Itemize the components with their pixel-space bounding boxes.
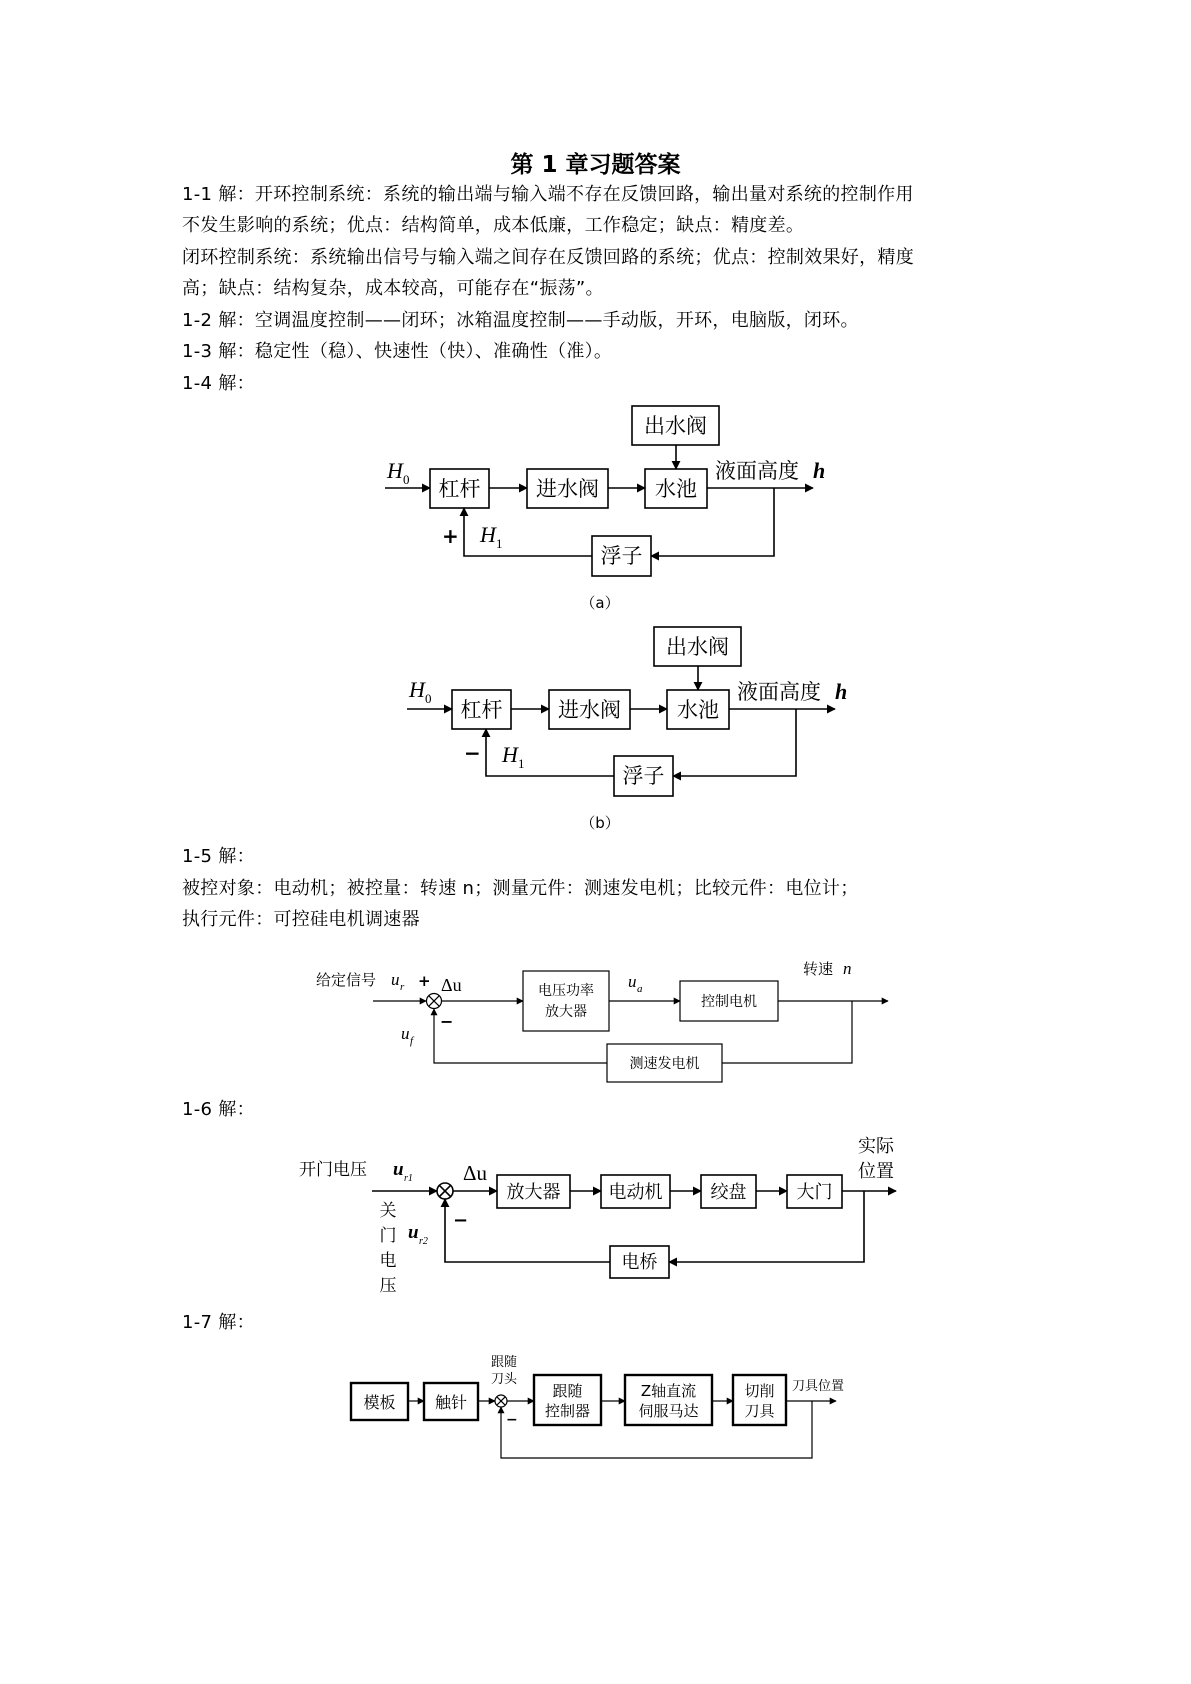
figure-b	[407, 627, 847, 832]
fig-a-block-lever-label: 杠杆	[438, 477, 481, 501]
fig-b-block-lever-label: 杠杆	[460, 698, 503, 722]
answer-1-6-heading: 1-6 解：	[182, 1099, 255, 1120]
fig16-block-door-label: 大门	[796, 1182, 833, 1203]
fig-b-block-float-label: 浮子	[622, 764, 665, 788]
fig-a-block-pool-label: 水池	[655, 477, 697, 501]
fig16-close-label-3: 电	[379, 1251, 397, 1271]
fig16-close-label-1: 关	[379, 1201, 397, 1221]
fig17-controller-line1: 跟随	[552, 1382, 583, 1400]
fig17-minus-sign: −	[506, 1412, 518, 1428]
fig16-minus-sign: −	[453, 1210, 469, 1231]
answer-1-5-heading: 1-5 解：	[182, 846, 255, 867]
answer-1-5-line2: 执行元件：可控硅电机调速器	[182, 909, 420, 930]
fig-a-block-inlet-valve-label: 进水阀	[536, 477, 599, 501]
answer-1-1-line1: 1-1 解：开环控制系统：系统的输出端与输入端不存在反馈回路，输出量对系统的控制作用	[182, 184, 914, 205]
fig-b-input-label: H	[409, 677, 425, 702]
answer-1-5-line1: 被控对象：电动机；被控量：转速 n；测量元件：测速发电机；比较元件：电位计；	[182, 878, 859, 899]
fig-a-output-var: h	[813, 458, 826, 483]
figure-1-5	[316, 959, 888, 1082]
fig-a-sign: +	[442, 524, 459, 548]
fig16-close-sub: r2	[419, 1236, 428, 1247]
figure-1-7	[351, 1355, 844, 1458]
fig-a-caption: （a）	[580, 594, 620, 612]
fig-b-caption: （b）	[580, 814, 620, 832]
fig-a-input-label: H	[387, 458, 403, 483]
fig-b-feedback-label: H	[502, 742, 518, 767]
figure-a	[385, 406, 825, 612]
fig16-input-var: u	[393, 1159, 404, 1180]
fig-b-block-pool-label: 水池	[677, 698, 719, 722]
fig17-block-template-label: 模板	[363, 1393, 396, 1412]
fig17-junction-line2: 刀头	[490, 1372, 518, 1387]
answer-1-1-line4: 高；缺点：结构复杂，成本较高，可能存在“振荡”。	[182, 278, 604, 299]
fig-b-sign: −	[464, 741, 481, 765]
fig15-fb-var: u	[401, 1024, 410, 1043]
fig-b-output-var: h	[835, 679, 848, 704]
fig15-minus-sign: −	[440, 1012, 454, 1031]
fig-b-output-label: 液面高度	[737, 680, 821, 704]
fig15-input-var: u	[391, 970, 400, 989]
fig17-output-label: 刀具位置	[792, 1379, 845, 1394]
answer-1-1-line2: 不发生影响的系统；优点：结构简单，成本低廉，工作稳定；缺点：精度差。	[182, 215, 805, 236]
fig15-block-amplifier	[523, 971, 609, 1031]
fig17-controller-line2: 控制器	[544, 1402, 591, 1420]
figure-1-6	[299, 1136, 896, 1296]
fig16-close-label-4: 压	[379, 1276, 397, 1296]
fig15-input-label: 给定信号	[316, 971, 377, 989]
fig16-close-var: u	[408, 1222, 419, 1243]
fig15-ua-sub: a	[637, 983, 643, 995]
fig15-plus-sign: +	[418, 972, 431, 990]
fig16-block-amplifier-label: 放大器	[506, 1182, 561, 1203]
fig-b-feedback-sub: 1	[518, 756, 525, 771]
fig16-block-winch-label: 绞盘	[710, 1182, 747, 1203]
fig-a-output-label: 液面高度	[715, 459, 799, 483]
fig15-fb-sub: f	[410, 1035, 414, 1047]
fig15-output-label: 转速	[803, 960, 834, 978]
fig15-output-var: n	[843, 959, 852, 978]
fig17-cutter-line2: 刀具	[744, 1402, 775, 1420]
answer-1-2: 1-2 解：空调温度控制——闭环；冰箱温度控制——手动版，开环，电脑版，闭环。	[182, 310, 859, 331]
fig-a-feedback-label: H	[480, 522, 496, 547]
fig15-motor-label: 控制电机	[701, 994, 757, 1010]
fig17-junction-line1: 跟随	[490, 1355, 518, 1370]
answer-1-1-line3: 闭环控制系统：系统输出信号与输入端之间存在反馈回路的系统；优点：控制效果好，精度	[182, 247, 914, 268]
answer-1-4-heading: 1-4 解：	[182, 373, 255, 394]
fig-a-block-outlet-valve-label: 出水阀	[644, 414, 707, 438]
fig15-ua-var: u	[628, 972, 637, 991]
fig-b-input-sub: 0	[425, 691, 432, 706]
fig-b-block-outlet-valve-label: 出水阀	[666, 635, 729, 659]
fig16-block-motor-label: 电动机	[608, 1182, 663, 1203]
fig-a-input-sub: 0	[403, 472, 410, 487]
page-title: 第 1 章习题答案	[510, 152, 681, 178]
fig15-error-label: Δu	[441, 975, 462, 995]
fig16-output-line2: 位置	[858, 1161, 894, 1182]
fig-a-feedback-sub: 1	[496, 536, 503, 551]
fig15-input-sub: r	[400, 981, 405, 993]
fig17-cutter-line1: 切削	[744, 1382, 775, 1400]
fig17-servo-line1: Z轴直流	[640, 1382, 697, 1400]
fig16-close-label-2: 门	[379, 1226, 397, 1246]
fig15-amplifier-line2: 放大器	[545, 1004, 587, 1020]
fig17-servo-line2: 伺服马达	[638, 1402, 699, 1420]
fig15-amplifier-line1: 电压功率	[538, 983, 594, 999]
fig16-input-sub: r1	[404, 1173, 413, 1184]
answer-1-7-heading: 1-7 解：	[182, 1312, 255, 1333]
fig17-block-stylus-label: 触针	[434, 1393, 468, 1412]
fig16-block-bridge-label: 电桥	[621, 1252, 658, 1273]
fig16-input-label: 开门电压	[299, 1160, 367, 1180]
fig-a-block-float-label: 浮子	[600, 544, 643, 568]
fig-b-block-inlet-valve-label: 进水阀	[558, 698, 621, 722]
fig15-tachogenerator-label: 测速发电机	[629, 1056, 700, 1072]
fig16-output-line1: 实际	[858, 1136, 894, 1157]
answer-1-3: 1-3 解：稳定性（稳）、快速性（快）、准确性（准）。	[182, 341, 613, 362]
fig16-error-label: Δu	[463, 1161, 488, 1185]
